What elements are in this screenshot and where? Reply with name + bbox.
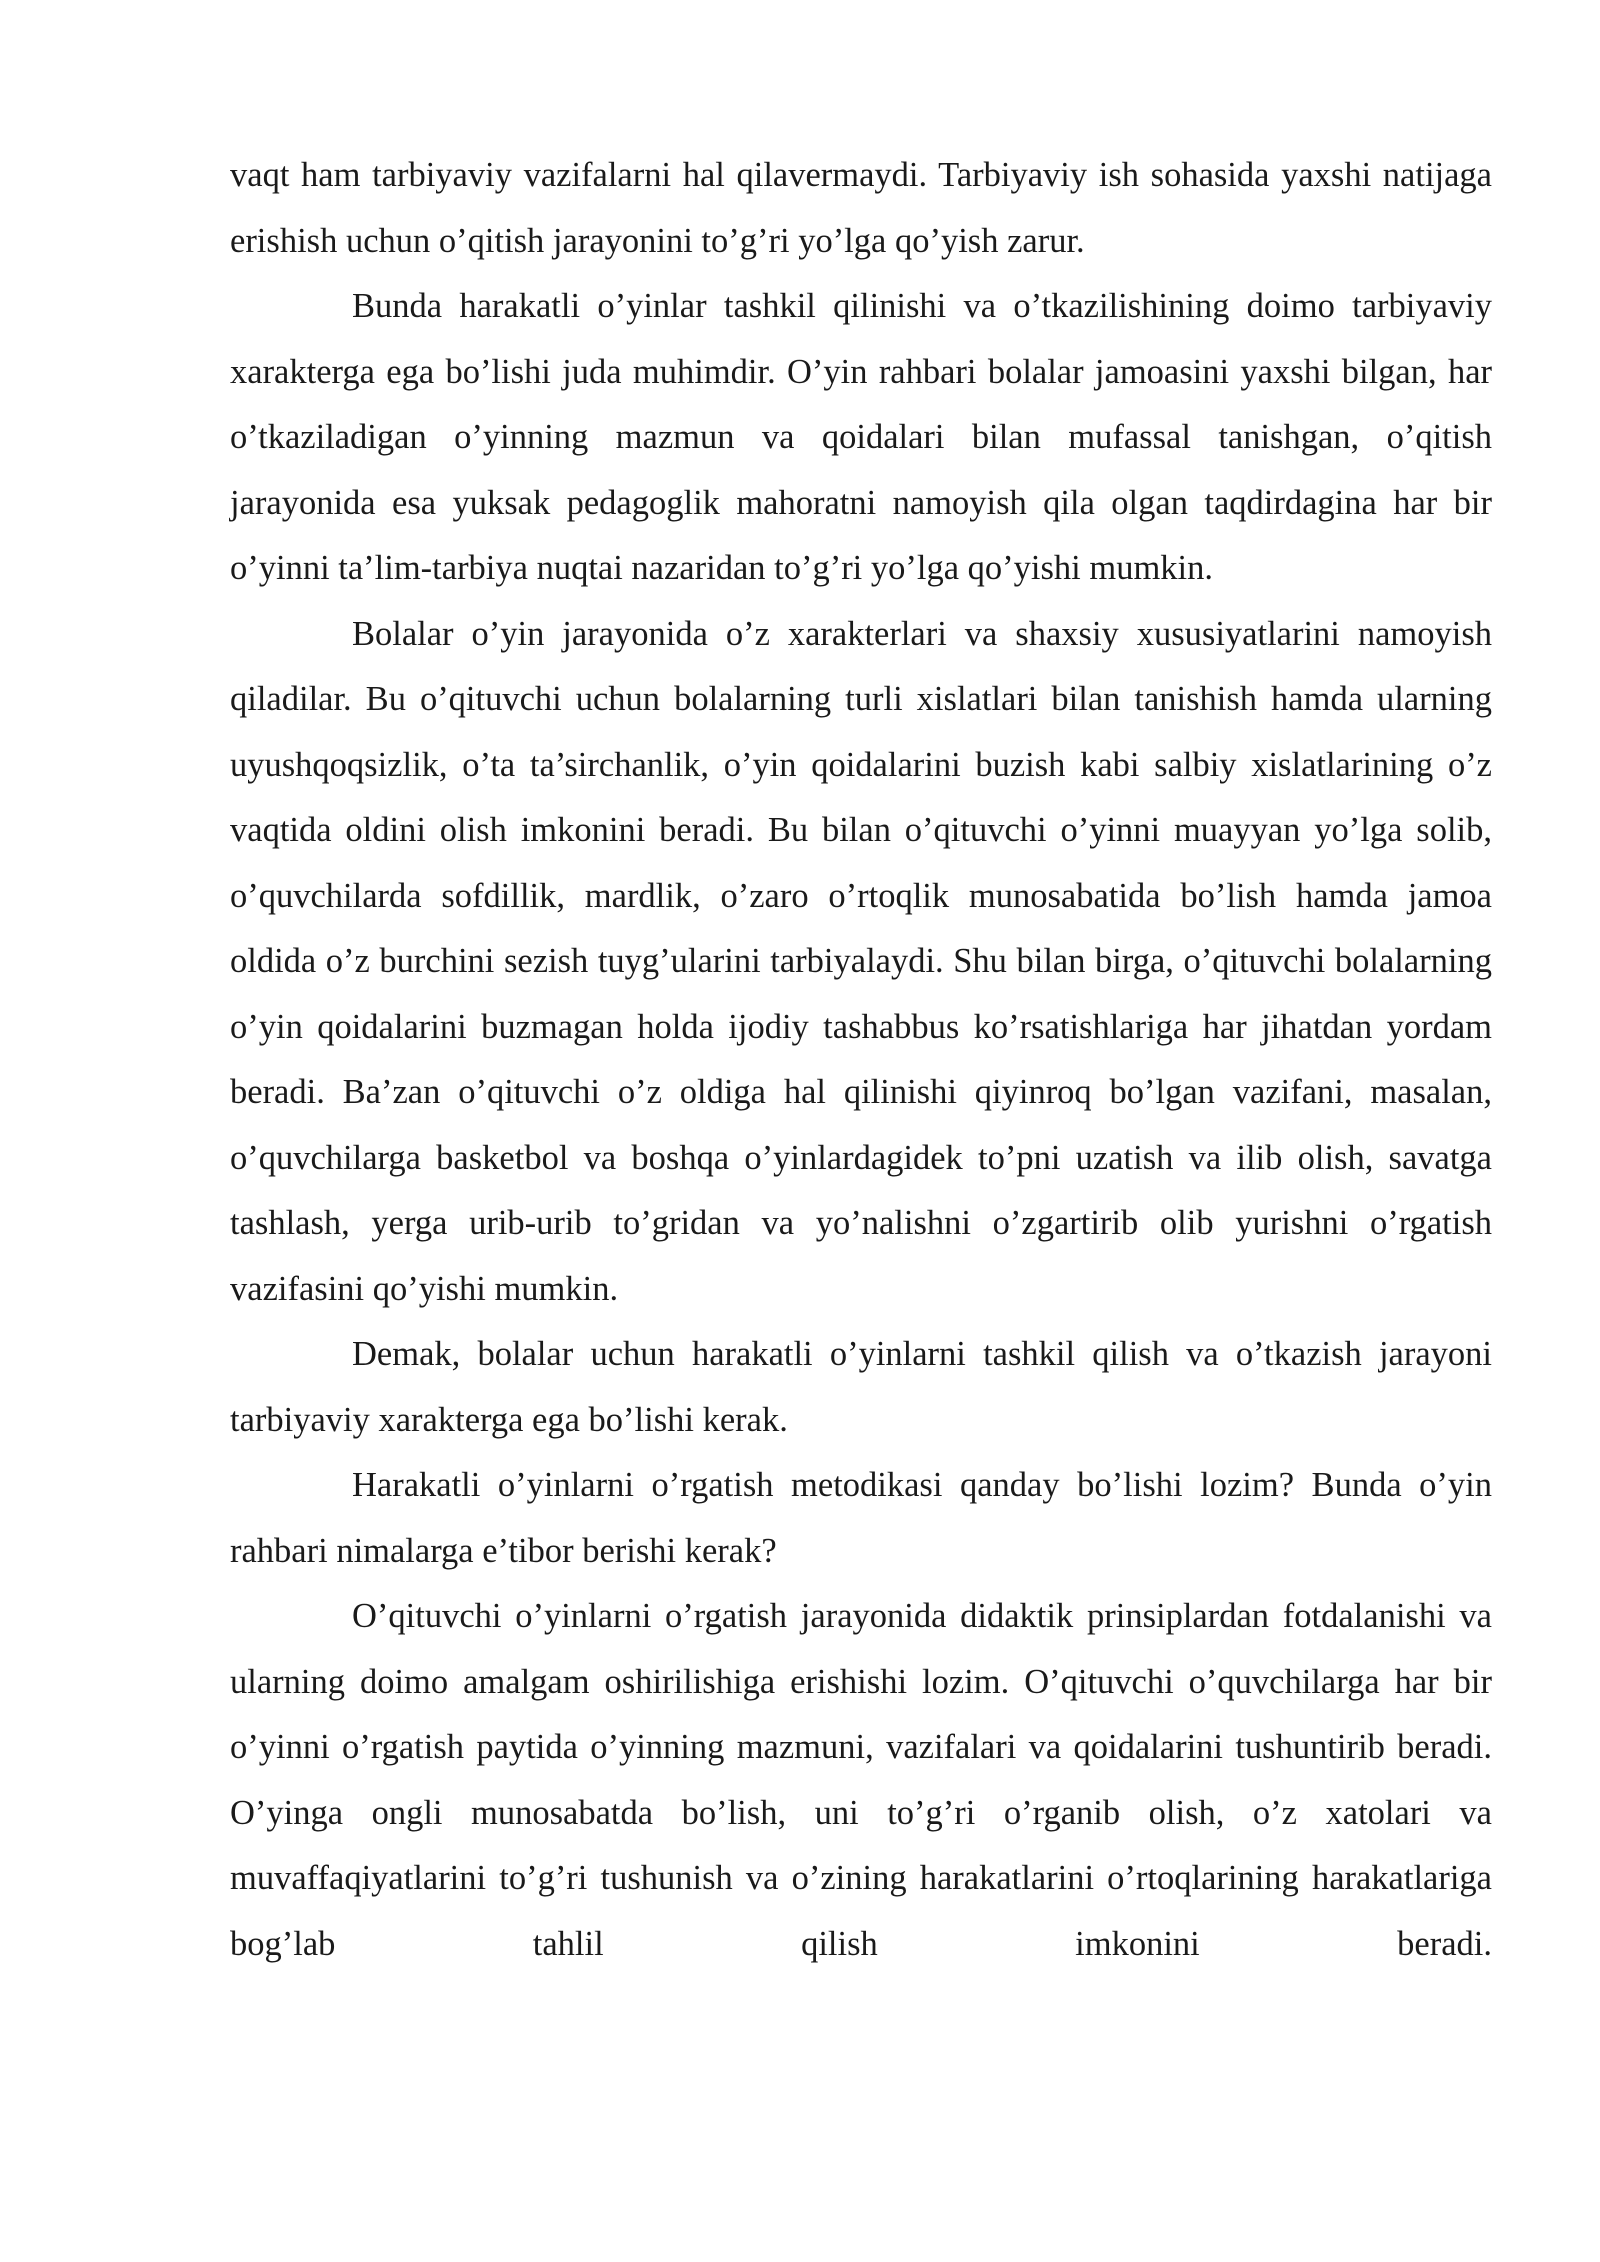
paragraph-3: Bolalar o’yin jarayonida o’z xarakterlari va shaxsiy xususiyatlarini namoyish qiladilar. Bu o’qituvchi uchun bolalarning turli xislatlari bilan tanishish hamda ularning uyushqoqsizlik, o’ta ta’sirchanlik, o’yin qoidalarini buzish kabi salbiy xislatlarining o’z vaqtida oldini olish imkonini beradi. Bu bilan o’qituvchi o’yinni muayyan yo’lga solib, o’quvchilarda sofdillik, mardlik, o’zaro o’rtoqlik munosabatida bo’lish hamda jamoa oldida o’z burchini sezish tuyg’ularini tarbiyalaydi. Shu bilan birga, o’qituvchi bolalarning o’yin qoidalarini buzmagan holda ijodiy tashabbus ko’rsatishlariga har jihatdan yordam beradi. Ba’zan o’qituvchi o’z oldiga hal qilinishi qiyinroq bo’lgan vazifani, masalan, o’quvchilarga basketbol va boshqa o’yinlardagidek to’pni uzatish va ilib olish, savatga tashlash, yerga urib-urib to’gridan va yo’nalishni o’zgartirib olib yurishni o’rgatish vazifasini qo’yishi mumkin. <box>230 614 1492 1308</box>
paragraph-6: O’qituvchi o’yinlarni o’rgatish jarayonida didaktik prinsiplardan fotdalanishi va ularning doimo amalgam oshirilishiga erishishi lozim. O’qituvchi o’quvchilarga har bir o’yinni o’rgatish paytida o’yinning mazmuni, vazifalari va qoidalarini tushuntirib beradi. O’yinga ongli munosabatda bo’lish, uni to’g’ri o’rganib olish, o’z xatolari va muvaffaqiyatlarini to’g’ri tushunish va o’zining harakatlarini o’rtoqlarining harakatlariga bog’lab tahlil qilish imkonini beradi. <box>230 1597 1492 1963</box>
paragraph-4: Demak, bolalar uchun harakatli o’yinlarni tashkil qilish va o’tkazish jarayoni tarbiyaviy xarakterga ega bo’lishi kerak. <box>230 1335 1492 1439</box>
paragraph-1: vaqt ham tarbiyaviy vazifalarni hal qilavermaydi. Tarbiyaviy ish sohasida yaxshi natijaga erishish uchun o’qitish jarayonini to’g’ri yo’lga qo’yish zarur. <box>230 156 1492 260</box>
paragraph-2: Bunda harakatli o’yinlar tashkil qilinishi va o’tkazilishining doimo tarbiyaviy xarakterga ega bo’lishi juda muhimdir. O’yin rahbari bolalar jamoasini yaxshi bilgan, har o’tkaziladigan o’yinning mazmun va qoidalari bilan mufassal tanishgan, o’qitish jarayonida esa yuksak pedagoglik mahoratni namoyish qila olgan taqdirdagina har bir o’yinni ta’lim-tarbiya nuqtai nazaridan to’g’ri yo’lga qo’yishi mumkin. <box>230 287 1492 587</box>
paragraph-5: Harakatli o’yinlarni o’rgatish metodikasi qanday bo’lishi lozim? Bunda o’yin rahbari nimalarga e’tibor berishi kerak? <box>230 1466 1492 1570</box>
document-page <box>230 143 1492 1977</box>
